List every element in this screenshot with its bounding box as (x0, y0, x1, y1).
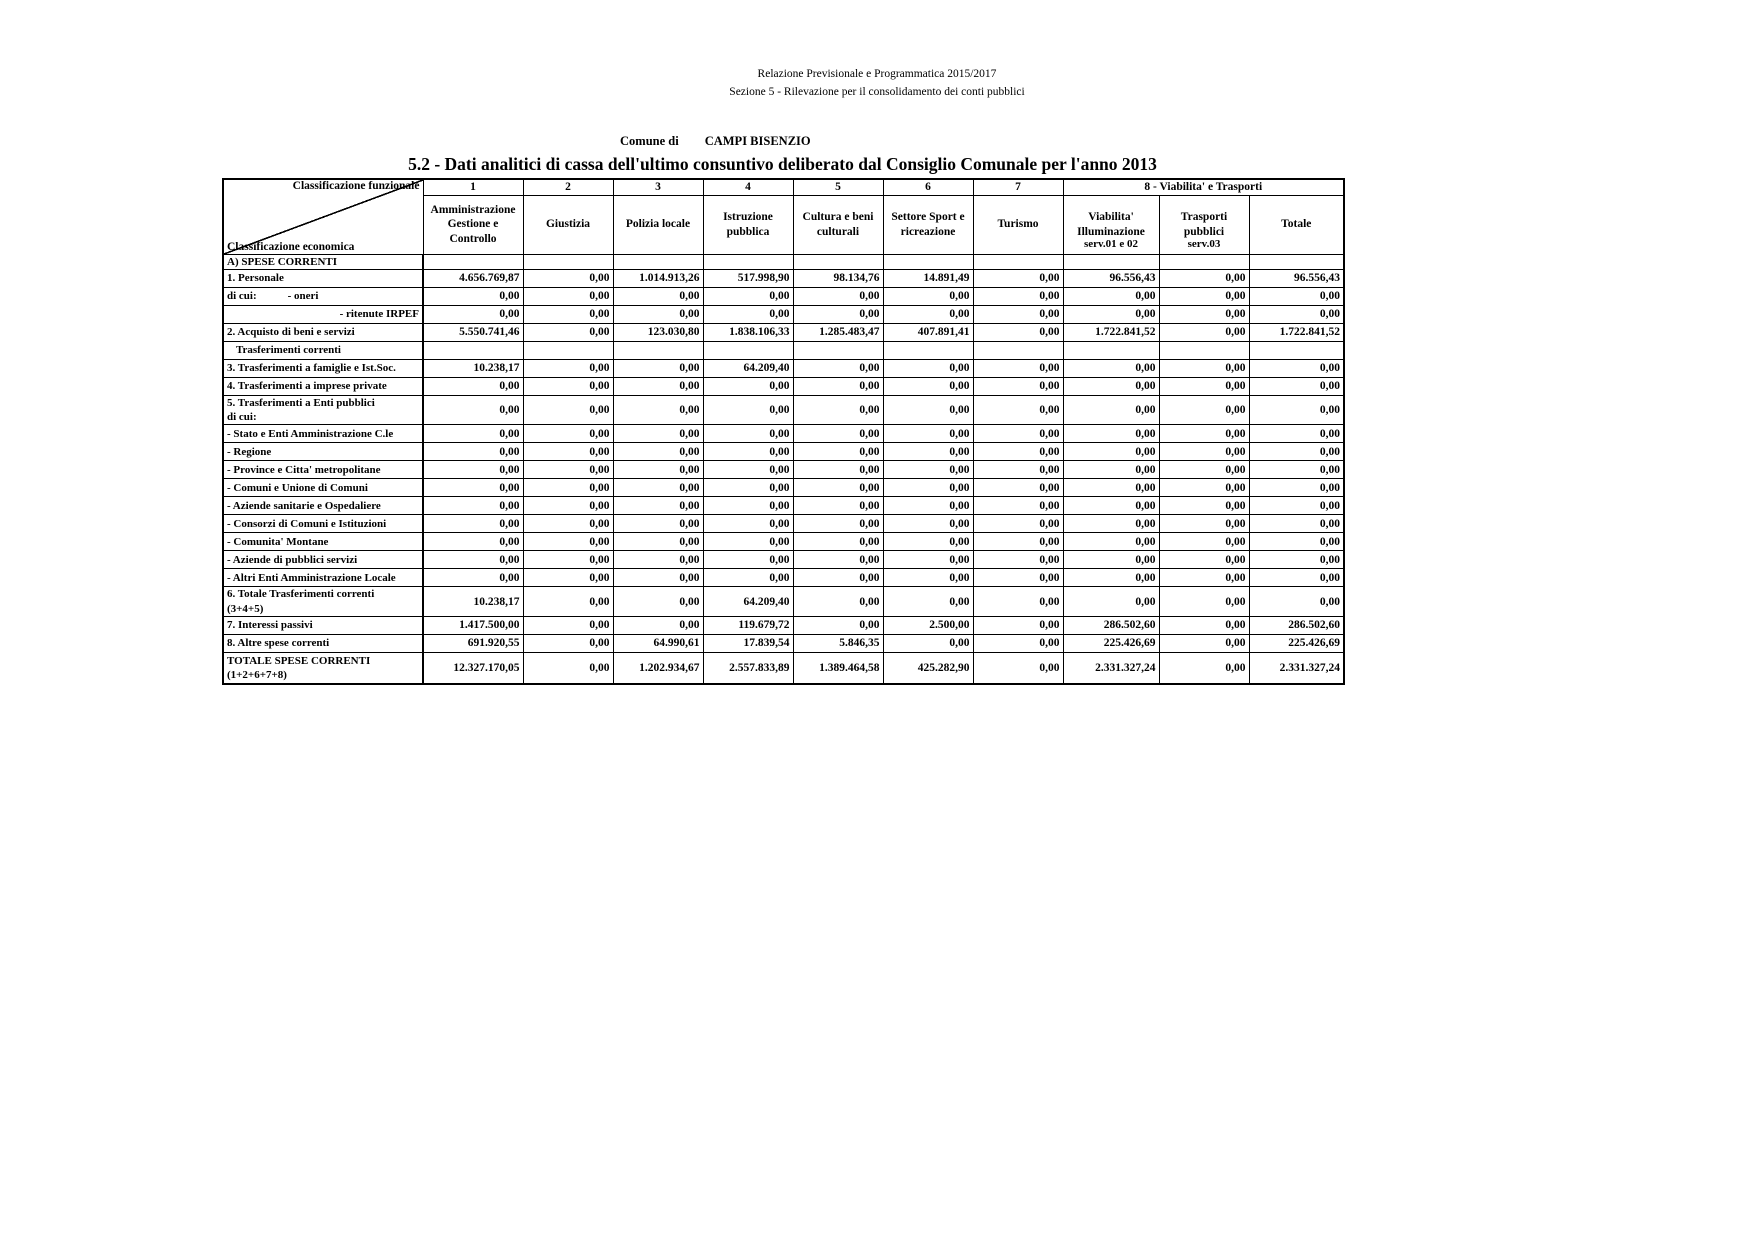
value-cell: 0,00 (423, 497, 523, 515)
value-cell: 0,00 (613, 377, 703, 395)
value-cell: 0,00 (1159, 377, 1249, 395)
value-cell: 0,00 (1159, 569, 1249, 587)
value-cell: 0,00 (973, 377, 1063, 395)
value-cell: 0,00 (973, 515, 1063, 533)
table-row (223, 341, 1344, 359)
value-cell: 0,00 (793, 461, 883, 479)
comune-name: CAMPI BISENZIO (704, 133, 811, 148)
value-cell: 0,00 (523, 587, 613, 617)
value-cell: 517.998,90 (703, 269, 793, 287)
value-cell (1249, 254, 1344, 269)
value-cell: 0,00 (793, 305, 883, 323)
header-line-2: Sezione 5 - Rilevazione per il consolidamento dei conti pubblici (729, 85, 1025, 98)
row-label: Trasferimenti correnti (223, 341, 423, 359)
value-cell: 0,00 (1063, 377, 1159, 395)
column-title: Viabilita' Illuminazione serv.01 e 02 (1063, 195, 1159, 254)
row-label: 2. Acquisto di beni e servizi (223, 323, 423, 341)
value-cell: 12.327.170,05 (423, 652, 523, 684)
row-label: - Regione (223, 443, 423, 461)
corner-label-economica: Classificazione economica (227, 240, 355, 253)
value-cell: 0,00 (703, 497, 793, 515)
value-cell: 0,00 (973, 305, 1063, 323)
value-cell: 0,00 (523, 461, 613, 479)
value-cell: 0,00 (523, 377, 613, 395)
value-cell: 225.426,69 (1249, 634, 1344, 652)
value-cell: 0,00 (1159, 515, 1249, 533)
value-cell: 691.920,55 (423, 634, 523, 652)
value-cell: 0,00 (883, 587, 973, 617)
value-cell: 0,00 (423, 425, 523, 443)
value-cell: 1.285.483,47 (793, 323, 883, 341)
value-cell: 98.134,76 (793, 269, 883, 287)
value-cell: 0,00 (883, 533, 973, 551)
corner-cell (223, 179, 423, 255)
value-cell: 0,00 (613, 395, 703, 425)
value-cell (423, 341, 523, 359)
value-cell: 0,00 (703, 287, 793, 305)
value-cell: 0,00 (1063, 587, 1159, 617)
value-cell: 0,00 (703, 533, 793, 551)
table-row (223, 652, 1344, 684)
data-table (222, 178, 1345, 685)
value-cell: 0,00 (1249, 305, 1344, 323)
value-cell: 0,00 (523, 305, 613, 323)
value-cell: 0,00 (1063, 551, 1159, 569)
value-cell: 1.722.841,52 (1063, 323, 1159, 341)
row-label: - Stato e Enti Amministrazione C.le (223, 425, 423, 443)
row-label: - Aziende di pubblici servizi (223, 551, 423, 569)
value-cell: 0,00 (703, 569, 793, 587)
value-cell: 0,00 (523, 515, 613, 533)
document-header (0, 0, 1754, 102)
value-cell (613, 254, 703, 269)
table-row (223, 587, 1344, 617)
value-cell: 0,00 (423, 377, 523, 395)
value-cell: 0,00 (793, 359, 883, 377)
value-cell: 0,00 (1063, 569, 1159, 587)
value-cell: 2.331.327,24 (1249, 652, 1344, 684)
value-cell: 0,00 (883, 443, 973, 461)
value-cell: 0,00 (883, 305, 973, 323)
value-cell: 0,00 (1249, 395, 1344, 425)
column-title: Giustizia (523, 195, 613, 254)
value-cell: 0,00 (1063, 515, 1159, 533)
value-cell: 123.030,80 (613, 323, 703, 341)
value-cell: 4.656.769,87 (423, 269, 523, 287)
value-cell (1249, 341, 1344, 359)
value-cell: 0,00 (1063, 497, 1159, 515)
value-cell: 0,00 (523, 395, 613, 425)
value-cell: 0,00 (703, 479, 793, 497)
table-row (223, 479, 1344, 497)
value-cell: 0,00 (523, 269, 613, 287)
value-cell: 1.417.500,00 (423, 616, 523, 634)
value-cell: 0,00 (973, 323, 1063, 341)
value-cell: 0,00 (1249, 359, 1344, 377)
value-cell: 0,00 (1249, 425, 1344, 443)
value-cell: 0,00 (613, 533, 703, 551)
value-cell: 0,00 (973, 551, 1063, 569)
value-cell: 0,00 (703, 551, 793, 569)
column-number: 5 (793, 179, 883, 196)
value-cell: 0,00 (423, 479, 523, 497)
table-row (223, 359, 1344, 377)
value-cell: 0,00 (973, 497, 1063, 515)
table-row (223, 461, 1344, 479)
value-cell: 0,00 (703, 377, 793, 395)
value-cell: 0,00 (1159, 497, 1249, 515)
value-cell: 1.838.106,33 (703, 323, 793, 341)
value-cell: 0,00 (793, 533, 883, 551)
value-cell (703, 341, 793, 359)
group-header-viabilita: 8 - Viabilita' e Trasporti (1063, 179, 1344, 196)
value-cell: 1.202.934,67 (613, 652, 703, 684)
table-row (223, 515, 1344, 533)
corner-label-funzionale: Classificazione funzionale (292, 179, 420, 192)
row-label: - Aziende sanitarie e Ospedaliere (223, 497, 423, 515)
value-cell: 0,00 (423, 569, 523, 587)
row-label: di cui: - oneri (223, 287, 423, 305)
value-cell: 0,00 (973, 443, 1063, 461)
header-line-1: Relazione Previsionale e Programmatica 2015/2017 (757, 68, 997, 80)
table-row (223, 377, 1344, 395)
value-cell: 0,00 (793, 551, 883, 569)
value-cell: 0,00 (1249, 287, 1344, 305)
value-cell: 0,00 (1063, 287, 1159, 305)
value-cell: 0,00 (1063, 479, 1159, 497)
value-cell: 0,00 (883, 377, 973, 395)
value-cell: 407.891,41 (883, 323, 973, 341)
value-cell: 0,00 (423, 287, 523, 305)
value-cell: 0,00 (613, 425, 703, 443)
value-cell: 0,00 (883, 551, 973, 569)
table-row (223, 323, 1344, 341)
value-cell: 0,00 (703, 425, 793, 443)
value-cell: 0,00 (423, 443, 523, 461)
value-cell: 0,00 (1249, 515, 1344, 533)
value-cell: 17.839,54 (703, 634, 793, 652)
value-cell: 0,00 (613, 287, 703, 305)
value-cell: 10.238,17 (423, 359, 523, 377)
value-cell: 0,00 (883, 515, 973, 533)
value-cell: 0,00 (1249, 569, 1344, 587)
value-cell: 0,00 (1159, 425, 1249, 443)
table-row (223, 443, 1344, 461)
value-cell: 0,00 (1159, 323, 1249, 341)
value-cell: 10.238,17 (423, 587, 523, 617)
value-cell: 0,00 (423, 515, 523, 533)
value-cell (523, 341, 613, 359)
value-cell: 0,00 (523, 569, 613, 587)
value-cell: 0,00 (883, 497, 973, 515)
value-cell: 0,00 (1159, 461, 1249, 479)
row-label: 5. Trasferimenti a Enti pubblici di cui: (223, 395, 423, 425)
value-cell: 0,00 (973, 634, 1063, 652)
value-cell: 0,00 (1159, 359, 1249, 377)
column-title: Trasporti pubblici serv.03 (1159, 195, 1249, 254)
value-cell: 14.891,49 (883, 269, 973, 287)
value-cell (883, 341, 973, 359)
table-row (223, 569, 1344, 587)
value-cell: 0,00 (523, 497, 613, 515)
column-title: Totale (1249, 195, 1344, 254)
value-cell: 2.331.327,24 (1063, 652, 1159, 684)
value-cell: 0,00 (613, 616, 703, 634)
value-cell: 0,00 (1159, 616, 1249, 634)
value-cell: 0,00 (703, 515, 793, 533)
value-cell: 96.556,43 (1063, 269, 1159, 287)
table-row (223, 254, 1344, 269)
page-title: 5.2 - Dati analitici di cassa dell'ultimo consuntivo deliberato dal Consiglio Comunale per l'anno 2013 (408, 153, 1157, 174)
value-cell: 0,00 (973, 269, 1063, 287)
column-number: 2 (523, 179, 613, 196)
value-cell: 0,00 (883, 425, 973, 443)
value-cell: 286.502,60 (1249, 616, 1344, 634)
value-cell: 0,00 (1249, 533, 1344, 551)
column-title: Settore Sport e ricreazione (883, 195, 973, 254)
value-cell: 0,00 (1249, 377, 1344, 395)
column-subtitle: serv.01 e 02 (1083, 237, 1139, 250)
value-cell (793, 254, 883, 269)
value-cell: 0,00 (423, 305, 523, 323)
value-cell (1063, 341, 1159, 359)
value-cell: 0,00 (1159, 479, 1249, 497)
value-cell: 1.722.841,52 (1249, 323, 1344, 341)
value-cell: 0,00 (793, 587, 883, 617)
table-row (223, 269, 1344, 287)
value-cell: 0,00 (1159, 634, 1249, 652)
value-cell: 0,00 (613, 569, 703, 587)
table-row (223, 551, 1344, 569)
value-cell (1159, 341, 1249, 359)
value-cell: 0,00 (423, 533, 523, 551)
value-cell: 0,00 (793, 443, 883, 461)
value-cell: 64.990,61 (613, 634, 703, 652)
value-cell: 0,00 (1063, 533, 1159, 551)
value-cell: 425.282,90 (883, 652, 973, 684)
value-cell: 2.500,00 (883, 616, 973, 634)
value-cell: 64.209,40 (703, 587, 793, 617)
value-cell: 0,00 (973, 479, 1063, 497)
value-cell (523, 254, 613, 269)
value-cell: 0,00 (523, 479, 613, 497)
value-cell: 0,00 (883, 287, 973, 305)
row-label: 3. Trasferimenti a famiglie e Ist.Soc. (223, 359, 423, 377)
value-cell: 0,00 (1159, 269, 1249, 287)
value-cell: 0,00 (793, 395, 883, 425)
value-cell: 0,00 (973, 652, 1063, 684)
value-cell: 0,00 (973, 425, 1063, 443)
value-cell: 64.209,40 (703, 359, 793, 377)
value-cell (423, 254, 523, 269)
value-cell: 0,00 (703, 443, 793, 461)
row-label: - Comuni e Unione di Comuni (223, 479, 423, 497)
value-cell: 0,00 (1249, 479, 1344, 497)
value-cell: 5.550.741,46 (423, 323, 523, 341)
column-subtitle: serv.03 (1187, 237, 1221, 250)
table-row (223, 634, 1344, 652)
value-cell: 0,00 (703, 305, 793, 323)
value-cell: 0,00 (793, 569, 883, 587)
table-row (223, 305, 1344, 323)
value-cell: 0,00 (793, 497, 883, 515)
value-cell: 0,00 (973, 587, 1063, 617)
header-number-row (223, 179, 1344, 196)
value-cell: 96.556,43 (1249, 269, 1344, 287)
value-cell: 0,00 (613, 479, 703, 497)
table-row (223, 425, 1344, 443)
value-cell: 0,00 (973, 395, 1063, 425)
value-cell: 0,00 (793, 616, 883, 634)
comune-label: Comune di (620, 133, 679, 148)
value-cell: 0,00 (883, 634, 973, 652)
row-label: 7. Interessi passivi (223, 616, 423, 634)
value-cell: 0,00 (1063, 305, 1159, 323)
row-label: TOTALE SPESE CORRENTI (1+2+6+7+8) (223, 652, 423, 684)
value-cell: 0,00 (793, 515, 883, 533)
value-cell: 0,00 (613, 551, 703, 569)
value-cell: 0,00 (613, 305, 703, 323)
value-cell: 0,00 (973, 461, 1063, 479)
value-cell: 286.502,60 (1063, 616, 1159, 634)
value-cell: 2.557.833,89 (703, 652, 793, 684)
value-cell: 0,00 (703, 461, 793, 479)
value-cell: 0,00 (793, 479, 883, 497)
value-cell: 0,00 (1063, 395, 1159, 425)
value-cell: 0,00 (1063, 443, 1159, 461)
value-cell (793, 341, 883, 359)
value-cell: 0,00 (703, 395, 793, 425)
value-cell: 0,00 (523, 323, 613, 341)
row-label: - Comunita' Montane (223, 533, 423, 551)
value-cell: 225.426,69 (1063, 634, 1159, 652)
table-row (223, 497, 1344, 515)
value-cell: 0,00 (613, 497, 703, 515)
value-cell: 0,00 (1249, 497, 1344, 515)
column-title: Amministrazione Gestione e Controllo (423, 195, 523, 254)
value-cell: 0,00 (523, 533, 613, 551)
value-cell: 0,00 (1159, 652, 1249, 684)
value-cell (883, 254, 973, 269)
value-cell: 0,00 (523, 287, 613, 305)
value-cell: 0,00 (973, 287, 1063, 305)
value-cell: 1.389.464,58 (793, 652, 883, 684)
value-cell: 0,00 (1159, 551, 1249, 569)
value-cell: 0,00 (523, 634, 613, 652)
row-label: - Altri Enti Amministrazione Locale (223, 569, 423, 587)
row-label: 6. Totale Trasferimenti correnti (3+4+5) (223, 587, 423, 617)
value-cell: 0,00 (613, 443, 703, 461)
value-cell (1063, 254, 1159, 269)
value-cell: 0,00 (883, 395, 973, 425)
value-cell: 0,00 (883, 359, 973, 377)
value-cell: 0,00 (1159, 443, 1249, 461)
value-cell: 0,00 (1249, 587, 1344, 617)
value-cell: 0,00 (613, 359, 703, 377)
row-label: - Consorzi di Comuni e Istituzioni (223, 515, 423, 533)
value-cell (613, 341, 703, 359)
table-row (223, 395, 1344, 425)
value-cell: 0,00 (613, 515, 703, 533)
value-cell: 0,00 (523, 652, 613, 684)
value-cell: 0,00 (1249, 551, 1344, 569)
value-cell (1159, 254, 1249, 269)
table-row (223, 533, 1344, 551)
value-cell: 0,00 (883, 479, 973, 497)
value-cell: 0,00 (423, 395, 523, 425)
column-number: 7 (973, 179, 1063, 196)
row-label: 4. Trasferimenti a imprese private (223, 377, 423, 395)
column-title: Cultura e beni culturali (793, 195, 883, 254)
value-cell (973, 254, 1063, 269)
value-cell: 0,00 (1063, 425, 1159, 443)
value-cell: 0,00 (973, 533, 1063, 551)
value-cell: 0,00 (973, 616, 1063, 634)
value-cell: 0,00 (793, 287, 883, 305)
value-cell: 0,00 (883, 461, 973, 479)
row-label: 1. Personale (223, 269, 423, 287)
value-cell: 0,00 (1159, 395, 1249, 425)
row-label: A) SPESE CORRENTI (223, 254, 423, 269)
value-cell: 0,00 (613, 587, 703, 617)
column-number: 3 (613, 179, 703, 196)
row-label: - Province e Citta' metropolitane (223, 461, 423, 479)
value-cell: 0,00 (1249, 443, 1344, 461)
value-cell: 0,00 (793, 377, 883, 395)
value-cell: 0,00 (1159, 287, 1249, 305)
value-cell: 0,00 (613, 461, 703, 479)
row-label: - ritenute IRPEF (223, 305, 423, 323)
table-row (223, 616, 1344, 634)
value-cell: 0,00 (1159, 305, 1249, 323)
value-cell: 0,00 (1159, 533, 1249, 551)
value-cell: 0,00 (1063, 359, 1159, 377)
value-cell: 1.014.913,26 (613, 269, 703, 287)
value-cell: 0,00 (973, 359, 1063, 377)
value-cell: 119.679,72 (703, 616, 793, 634)
column-title: Polizia locale (613, 195, 703, 254)
value-cell: 0,00 (423, 461, 523, 479)
value-cell: 0,00 (1159, 587, 1249, 617)
column-number: 4 (703, 179, 793, 196)
value-cell: 0,00 (523, 616, 613, 634)
column-title: Turismo (973, 195, 1063, 254)
comune-line (222, 134, 1343, 149)
value-cell: 0,00 (523, 425, 613, 443)
value-cell: 0,00 (1249, 461, 1344, 479)
value-cell: 0,00 (523, 443, 613, 461)
column-number: 6 (883, 179, 973, 196)
value-cell: 0,00 (793, 425, 883, 443)
table-row (223, 287, 1344, 305)
value-cell: 0,00 (883, 569, 973, 587)
column-title: Istruzione pubblica (703, 195, 793, 254)
row-label: 8. Altre spese correnti (223, 634, 423, 652)
value-cell: 0,00 (423, 551, 523, 569)
value-cell: 0,00 (973, 569, 1063, 587)
value-cell: 0,00 (523, 551, 613, 569)
content-area (222, 134, 1343, 685)
value-cell (973, 341, 1063, 359)
value-cell: 0,00 (1063, 461, 1159, 479)
value-cell: 5.846,35 (793, 634, 883, 652)
value-cell (703, 254, 793, 269)
column-number: 1 (423, 179, 523, 196)
value-cell: 0,00 (523, 359, 613, 377)
